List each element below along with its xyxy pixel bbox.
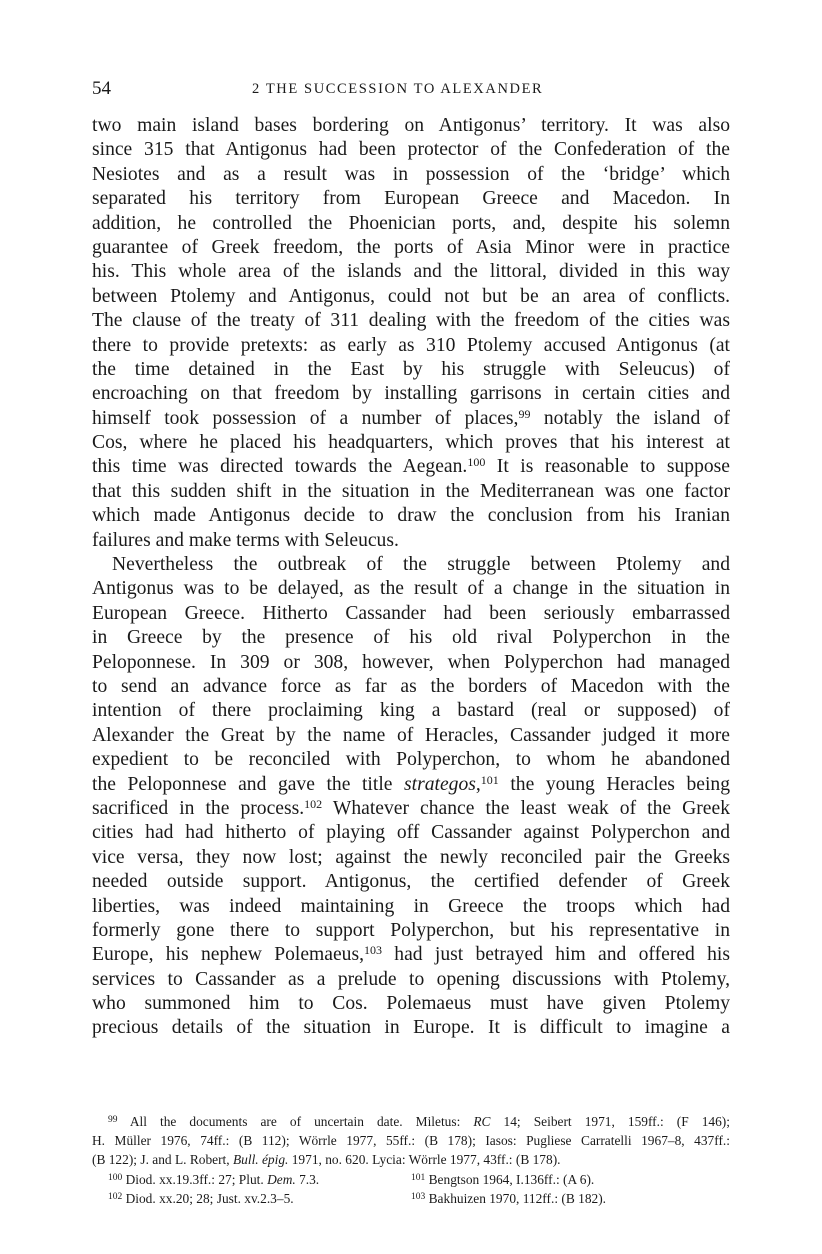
- text-run: since 315 that Antigonus had been protector of the Confederation of the: [92, 139, 730, 161]
- text-line: [92, 602, 730, 626]
- text-run: the young Heracles being: [498, 773, 730, 795]
- text-run: liberties, was indeed maintaining in Greece the troops which had: [92, 895, 730, 917]
- text-run: needed outside support. Antigonus, the certified defender of Greek: [92, 871, 730, 893]
- text-line: [92, 797, 730, 821]
- text-line: [92, 187, 730, 211]
- text-run: Bakhuizen 1970, 112ff.: (B 182).: [425, 1190, 607, 1206]
- text-run: Nevertheless the outbreak of the struggle between Ptolemy and: [112, 554, 730, 576]
- text-line: [92, 480, 730, 504]
- italic-text: Bull. épig.: [232, 1152, 289, 1168]
- text-run: in Greece by the presence of his old rival Polyperchon in the: [92, 627, 730, 649]
- text-run: Diod. xx.19.3ff.: 27; Plut.: [122, 1171, 268, 1187]
- text-run: European Greece. Hitherto Cassander had been seriously embarrassed: [92, 602, 730, 624]
- text-run: formerly gone there to support Polyperchon, but his representative in: [92, 919, 730, 941]
- text-run: addition, he controlled the Phoenician ports, and, despite his solemn: [92, 212, 730, 234]
- text-run: H. Müller 1976, 74ff.: (B 112); Wörrle 1977, 55ff.: (B 178); Iasos: Pugliese Carratelli 1967–8, 437ff.:: [92, 1133, 730, 1149]
- running-header: [92, 78, 730, 102]
- text-line: [92, 943, 730, 967]
- text-run: expedient to be reconciled with Polyperchon, to whom he abandoned: [92, 749, 730, 771]
- text-line: [92, 382, 730, 406]
- text-run: that this sudden shift in the situation in the Mediterranean was one factor: [92, 480, 730, 502]
- text-run: 1971, no. 620. Lycia: Wörrle 1977, 43ff.: (B 178).: [288, 1152, 561, 1168]
- footnote-ref: 103: [411, 1191, 426, 1202]
- text-run: Alexander the Great by the name of Heracles, Cassander judged it more: [92, 724, 730, 746]
- text-run: there to provide pretexts: as early as 310 Ptolemy accused Antigonus (at: [92, 334, 730, 356]
- italic-text: RC: [473, 1114, 491, 1129]
- text-line: [92, 675, 730, 699]
- footnote-ref: 102: [108, 1191, 123, 1202]
- paragraph: [92, 553, 730, 1041]
- text-run: ,: [475, 773, 481, 795]
- text-run: the time detained in the East by his struggle with Seleucus) of: [92, 358, 730, 380]
- text-run: Bengtson 1964, I.136ff.: (A 6).: [425, 1171, 595, 1187]
- main-text: [92, 114, 730, 1041]
- paragraph: [92, 114, 730, 553]
- text-run: Nesiotes and as a result was in possession of the ‘bridge’ which: [92, 163, 730, 185]
- text-run: 14; Seibert 1971, 159ff.: (F 146);: [490, 1114, 730, 1129]
- footnote-102: [92, 1189, 411, 1208]
- text-run: Peloponnese. In 309 or 308, however, when Polyperchon had managed: [92, 651, 730, 673]
- footnote-row: [92, 1189, 730, 1208]
- running-head-title: 2 THE SUCCESSION TO ALEXANDER: [252, 81, 544, 97]
- footnote-ref: 99: [108, 1115, 118, 1125]
- footnote-ref: 102: [304, 796, 323, 811]
- footnotes: [92, 1112, 730, 1208]
- text-line: [92, 529, 730, 553]
- footnote-ref: 99: [518, 406, 531, 421]
- text-run: 7.3.: [295, 1171, 320, 1187]
- text-run: Antigonus was to be delayed, as the result of a change in the situation in: [92, 578, 730, 600]
- text-run: Whatever chance the least weak of the Greek: [322, 797, 730, 819]
- text-line: [92, 577, 730, 601]
- text-line: [92, 334, 730, 358]
- footnote-row: [92, 1170, 730, 1189]
- text-line: [92, 626, 730, 650]
- text-run: notably the island of: [530, 407, 730, 429]
- footnote-ref: 101: [411, 1172, 426, 1183]
- text-line: [92, 992, 730, 1016]
- footnote-ref: 103: [363, 943, 382, 958]
- footnote-line: [92, 1131, 730, 1150]
- text-run: Diod. xx.20; 28; Just. xv.2.3–5.: [122, 1190, 294, 1206]
- footnote-line: [92, 1112, 730, 1131]
- text-run: precious details of the situation in Europe. It is difficult to imagine a: [92, 1017, 730, 1039]
- italic-text: Dem.: [267, 1171, 296, 1187]
- text-run: vice versa, they now lost; against the newly reconciled pair the Greeks: [92, 846, 730, 868]
- text-run: between Ptolemy and Antigonus, could not but be an area of conflicts.: [92, 285, 730, 307]
- text-line: [92, 748, 730, 772]
- text-line: [92, 870, 730, 894]
- text-line: [92, 724, 730, 748]
- text-line: [92, 504, 730, 528]
- text-line: [92, 773, 730, 797]
- text-line: [92, 407, 730, 431]
- footnote-ref: 100: [108, 1172, 123, 1183]
- text-line: [92, 114, 730, 138]
- text-line: [92, 358, 730, 382]
- text-line: [92, 895, 730, 919]
- text-run: services to Cassander as a prelude to opening discussions with Ptolemy,: [92, 968, 730, 990]
- text-line: [92, 260, 730, 284]
- text-line: [92, 163, 730, 187]
- text-run: cities had had hitherto of playing off Cassander against Polyperchon and: [92, 822, 730, 844]
- text-run: encroaching on that freedom by installing garrisons in certain cities and: [92, 383, 730, 405]
- text-run: It is reasonable to suppose: [485, 456, 730, 478]
- text-run: sacrificed in the process.: [92, 797, 305, 819]
- text-run: guarantee of Greek freedom, the ports of Asia Minor were in practice: [92, 236, 730, 258]
- text-run: who summoned him to Cos. Polemaeus must have given Ptolemy: [92, 993, 730, 1015]
- footnote-ref: 101: [480, 772, 499, 787]
- italic-text: strategos: [404, 773, 476, 795]
- text-line: [92, 236, 730, 260]
- text-run: Cos, where he placed his headquarters, which proves that his interest at: [92, 432, 730, 454]
- text-run: the Peloponnese and gave the title: [92, 773, 405, 795]
- footnote-line: [92, 1150, 730, 1169]
- text-run: Europe, his nephew Polemaeus,: [92, 944, 364, 966]
- text-run: which made Antigonus decide to draw the conclusion from his Iranian: [92, 505, 730, 527]
- text-run: to send an advance force as far as the borders of Macedon with the: [92, 675, 730, 697]
- text-line: [92, 138, 730, 162]
- text-run: All the documents are of uncertain date. Miletus:: [117, 1114, 474, 1129]
- text-line: [92, 431, 730, 455]
- footnote-100: [92, 1170, 411, 1189]
- text-run: two main island bases bordering on Antigonus’ territory. It was also: [92, 115, 730, 136]
- footnote-103: [411, 1189, 730, 1208]
- footnote-101: [411, 1170, 730, 1189]
- text-run: separated his territory from European Greece and Macedon. In: [92, 188, 730, 210]
- footnote-99: [92, 1112, 730, 1170]
- text-run: (B 122); J. and L. Robert,: [92, 1152, 233, 1168]
- text-run: this time was directed towards the Aegean.: [92, 456, 468, 478]
- text-run: The clause of the treaty of 311 dealing with the freedom of the cities was: [92, 310, 730, 332]
- text-line: [92, 919, 730, 943]
- text-line: [92, 455, 730, 479]
- text-line: [92, 212, 730, 236]
- text-line: [92, 821, 730, 845]
- text-line: [92, 846, 730, 870]
- text-line: [92, 699, 730, 723]
- text-line: [92, 309, 730, 333]
- text-line: [92, 1016, 730, 1040]
- page-number: 54: [92, 78, 111, 99]
- text-run: his. This whole area of the islands and the littoral, divided in this way: [92, 261, 730, 283]
- text-line: [92, 968, 730, 992]
- text-run: had just betrayed him and offered his: [381, 944, 730, 966]
- text-run: failures and make terms with Seleucus.: [92, 529, 399, 551]
- footnote-ref: 100: [467, 455, 486, 470]
- text-run: himself took possession of a number of places,: [92, 407, 519, 429]
- text-line: [92, 651, 730, 675]
- text-line: [92, 285, 730, 309]
- text-run: intention of there proclaiming king a bastard (real or supposed) of: [92, 700, 730, 722]
- text-line: [92, 553, 730, 577]
